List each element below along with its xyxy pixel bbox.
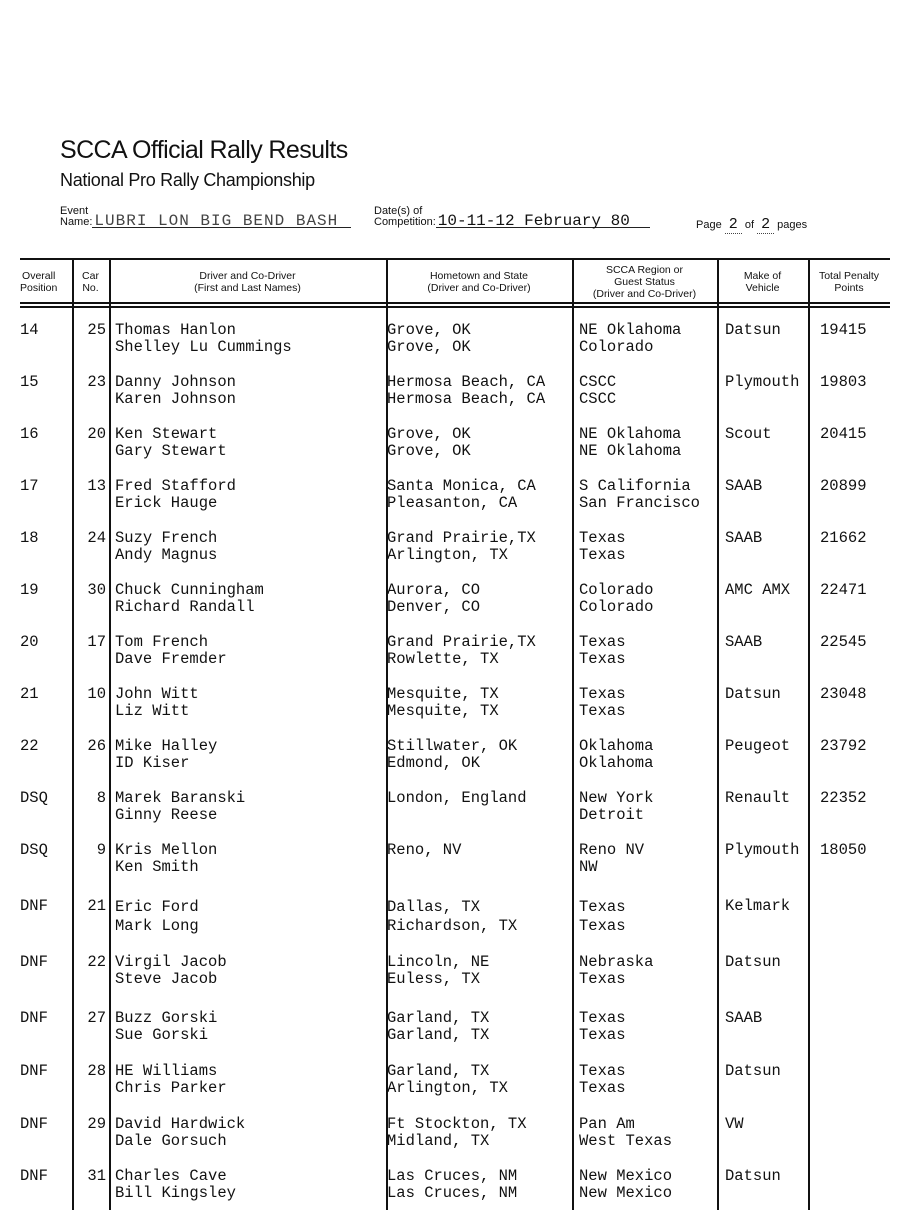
driver-names: Mike Halley ID Kiser <box>115 737 218 772</box>
hometown: Santa Monica, CA Pleasanton, CA <box>387 477 536 512</box>
document-title: SCCA Official Rally Results <box>60 136 348 164</box>
column-header-make: Make of Vehicle <box>743 270 782 294</box>
car-number: 25 <box>87 321 106 339</box>
position: DNF <box>20 1167 48 1185</box>
region: New Mexico New Mexico <box>579 1167 673 1202</box>
results-table <box>20 258 890 1210</box>
table-row <box>20 842 890 894</box>
car-number: 28 <box>87 1062 106 1080</box>
driver-names: Marek Baranski Ginny Reese <box>115 789 246 824</box>
hometown: Ft Stockton, TX Midland, TX <box>387 1115 527 1150</box>
document-subtitle: National Pro Rally Championship <box>60 170 315 190</box>
region: Texas Texas <box>579 633 626 668</box>
table-top-rule <box>20 258 890 260</box>
competition-date-value: 10-11-12 February 80 <box>436 216 650 228</box>
position: DSQ <box>20 841 48 859</box>
car-number: 24 <box>87 529 106 547</box>
table-row <box>20 1010 890 1062</box>
driver-names: Fred Stafford Erick Hauge <box>115 477 236 512</box>
car-number: 21 <box>87 897 106 915</box>
driver-names: Virgil Jacob Steve Jacob <box>115 953 227 988</box>
position: 16 <box>20 425 39 443</box>
region: Texas Texas <box>579 1062 626 1097</box>
driver-names: Danny Johnson Karen Johnson <box>115 373 236 408</box>
penalty-points: 18050 <box>820 841 867 859</box>
table-row <box>20 790 890 842</box>
penalty-points: 22471 <box>820 581 867 599</box>
region: Texas Texas <box>579 1009 626 1044</box>
table-row <box>20 1063 890 1115</box>
car-number: 9 <box>96 841 106 859</box>
region: Texas Texas <box>579 529 626 564</box>
event-name-field <box>60 206 351 228</box>
driver-names: Charles Cave Bill Kingsley <box>115 1167 236 1202</box>
vehicle-make: Datsun <box>725 1062 781 1080</box>
page-number: 2 <box>725 216 742 234</box>
driver-names: HE Williams Chris Parker <box>115 1062 227 1097</box>
hometown: Hermosa Beach, CA Hermosa Beach, CA <box>387 373 546 408</box>
region: NE Oklahoma NE Oklahoma <box>579 425 682 460</box>
car-number: 27 <box>87 1009 106 1027</box>
vehicle-make: SAAB <box>725 529 763 547</box>
table-row <box>20 1116 890 1168</box>
vehicle-make: Scout <box>725 425 772 443</box>
hometown: Grand Prairie,TX Rowlette, TX <box>387 633 536 668</box>
table-row <box>20 478 890 530</box>
car-number: 17 <box>87 633 106 651</box>
column-header-drivers: Driver and Co-Driver (First and Last Names) <box>194 270 301 294</box>
car-number: 22 <box>87 953 106 971</box>
car-number: 23 <box>87 373 106 391</box>
region: CSCC CSCC <box>579 373 617 408</box>
page-total: 2 <box>757 216 774 234</box>
driver-names: Buzz Gorski Sue Gorski <box>115 1009 218 1044</box>
vehicle-make: Kelmark <box>725 897 791 915</box>
driver-names: Ken Stewart Gary Stewart <box>115 425 227 460</box>
car-number: 30 <box>87 581 106 599</box>
hometown: Garland, TX Garland, TX <box>387 1009 490 1044</box>
position: DNF <box>20 897 48 915</box>
column-header-region: SCCA Region or Guest Status (Driver and Co-Driver) <box>592 264 697 300</box>
vehicle-make: VW <box>725 1115 744 1133</box>
driver-names: John Witt Liz Witt <box>115 685 199 720</box>
penalty-points: 23048 <box>820 685 867 703</box>
position: 15 <box>20 373 39 391</box>
hometown: Las Cruces, NM Las Cruces, NM <box>387 1167 518 1202</box>
position: 22 <box>20 737 39 755</box>
position: DNF <box>20 1115 48 1133</box>
competition-date-label: Date(s) of Competition: <box>374 205 436 228</box>
vehicle-make: AMC AMX <box>725 581 791 599</box>
vehicle-make: Datsun <box>725 1167 781 1185</box>
position: 20 <box>20 633 39 651</box>
penalty-points: 23792 <box>820 737 867 755</box>
position: DNF <box>20 1062 48 1080</box>
hometown: Garland, TX Arlington, TX <box>387 1062 508 1097</box>
position: 17 <box>20 477 39 495</box>
vehicle-make: Renault <box>725 789 791 807</box>
car-number: 20 <box>87 425 106 443</box>
competition-date-field <box>374 206 650 228</box>
page-indicator: Page 2 of 2 pages <box>696 216 808 233</box>
region: Pan Am West Texas <box>579 1115 673 1150</box>
region: NE Oklahoma Colorado <box>579 321 682 356</box>
vehicle-make: Plymouth <box>725 841 800 859</box>
table-row <box>20 954 890 1006</box>
vehicle-make: Datsun <box>725 321 781 339</box>
position: DNF <box>20 1009 48 1027</box>
position: DNF <box>20 953 48 971</box>
region: New York Detroit <box>579 789 654 824</box>
penalty-points: 20899 <box>820 477 867 495</box>
hometown: Aurora, CO Denver, CO <box>387 581 481 616</box>
driver-names: Kris Mellon Ken Smith <box>115 841 218 876</box>
header-rule-1 <box>20 302 890 304</box>
table-row <box>20 1168 890 1220</box>
column-header-hometown: Hometown and State (Driver and Co-Driver) <box>427 270 531 294</box>
table-row <box>20 426 890 478</box>
region: Nebraska Texas <box>579 953 654 988</box>
driver-names: Chuck Cunningham Richard Randall <box>115 581 264 616</box>
vehicle-make: Plymouth <box>725 373 800 391</box>
driver-names: David Hardwick Dale Gorsuch <box>115 1115 246 1150</box>
hometown: Lincoln, NE Euless, TX <box>387 953 490 988</box>
position: DSQ <box>20 789 48 807</box>
penalty-points: 20415 <box>820 425 867 443</box>
column-header-points: Total Penalty Points <box>818 270 880 294</box>
region: Texas Texas <box>579 685 626 720</box>
penalty-points: 22545 <box>820 633 867 651</box>
car-number: 8 <box>96 789 106 807</box>
vehicle-make: SAAB <box>725 633 763 651</box>
position: 21 <box>20 685 39 703</box>
driver-names: Suzy French Andy Magnus <box>115 529 218 564</box>
driver-names: Eric Ford Mark Long <box>115 898 199 935</box>
hometown: Grand Prairie,TX Arlington, TX <box>387 529 536 564</box>
event-name-label: Event Name: <box>60 205 93 228</box>
table-row <box>20 738 890 790</box>
region: Colorado Colorado <box>579 581 654 616</box>
car-number: 26 <box>87 737 106 755</box>
hometown: Stillwater, OK Edmond, OK <box>387 737 518 772</box>
penalty-points: 22352 <box>820 789 867 807</box>
car-number: 31 <box>87 1167 106 1185</box>
hometown: London, England <box>387 789 527 807</box>
vehicle-make: SAAB <box>725 477 763 495</box>
hometown: Reno, NV <box>387 841 462 859</box>
table-row <box>20 686 890 738</box>
position: 14 <box>20 321 39 339</box>
car-number: 10 <box>87 685 106 703</box>
table-row <box>20 634 890 686</box>
hometown: Grove, OK Grove, OK <box>387 321 471 356</box>
region: Reno NV NW <box>579 841 645 876</box>
driver-names: Tom French Dave Fremder <box>115 633 227 668</box>
vehicle-make: Datsun <box>725 953 781 971</box>
region: Oklahoma Oklahoma <box>579 737 654 772</box>
vehicle-make: SAAB <box>725 1009 763 1027</box>
column-header-position: Overall Position <box>20 270 58 294</box>
position: 19 <box>20 581 39 599</box>
vehicle-make: Peugeot <box>725 737 791 755</box>
car-number: 13 <box>87 477 106 495</box>
penalty-points: 21662 <box>820 529 867 547</box>
position: 18 <box>20 529 39 547</box>
driver-names: Thomas Hanlon Shelley Lu Cummings <box>115 321 292 356</box>
table-row <box>20 530 890 582</box>
hometown: Dallas, TX Richardson, TX <box>387 898 518 935</box>
table-row <box>20 374 890 426</box>
penalty-points: 19803 <box>820 373 867 391</box>
table-row <box>20 582 890 634</box>
column-header-car-no: Car No. <box>82 270 99 294</box>
header-rule-2 <box>20 306 890 308</box>
region: S California San Francisco <box>579 477 700 512</box>
vehicle-make: Datsun <box>725 685 781 703</box>
table-row <box>20 322 890 374</box>
car-number: 29 <box>87 1115 106 1133</box>
event-name-value: LUBRI LON BIG BEND BASH <box>92 216 351 228</box>
hometown: Mesquite, TX Mesquite, TX <box>387 685 499 720</box>
table-row <box>20 898 890 950</box>
hometown: Grove, OK Grove, OK <box>387 425 471 460</box>
region: Texas Texas <box>579 898 626 935</box>
penalty-points: 19415 <box>820 321 867 339</box>
